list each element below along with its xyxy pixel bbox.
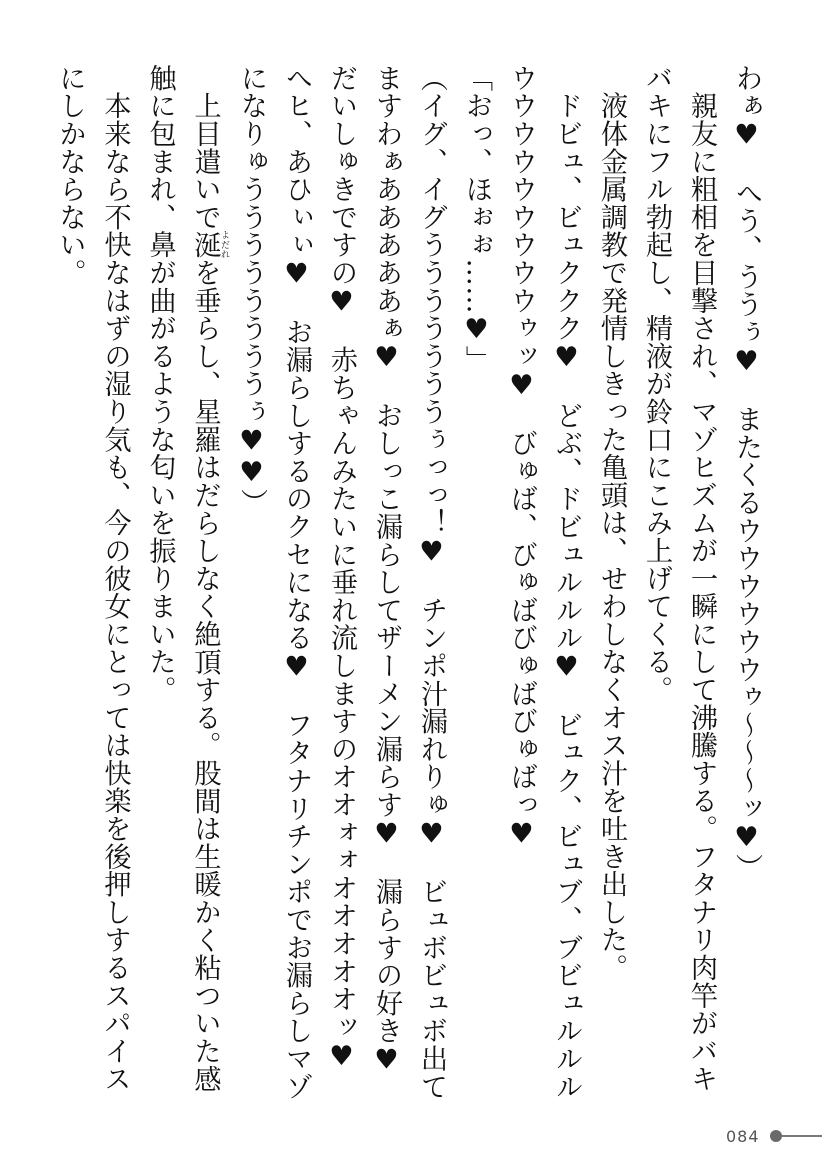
- page-footer: [726, 1124, 822, 1148]
- paragraph: （イグ、イグうううううううぅっっ！♥ チンポ汁漏れりゅ♥ ビュボビュボ出てますわぁあああああぁ♥ おしっこ漏らしてザーメン漏らす♥ 漏らすの好き♥ だいしゅきですの♥ 赤ちゃんみたいに垂れ流しますのオオォォオオオオオッ♥ へヒ、あひぃぃ♥ お漏らしするのクセになる♥ フタナリチンポでお漏らしマゾになりゅううううううううぅ♥♥）: [236, 64, 447, 1105]
- paragraph: ドビュ、ビュククク♥ どぶ、ドビュルルル♥ ビュク、ビュブ、ブビュルルルウウウウウウウウウゥッ♥ びゅば、びゅばびゅばびゅばっ♥: [506, 64, 582, 1101]
- ruby-word: 涎よだれ: [189, 230, 229, 260]
- paragraph: 上目遣いで涎よだれを垂らし、星羅はだらしなく絶頂する。股間は生暖かく粘ついた感触に包まれ、鼻が曲がるような匂いを振りまいた。: [144, 64, 229, 1093]
- page-marker-dot: [770, 1130, 782, 1142]
- paragraph: 親友に粗相を目撃され、マゾヒズムが一瞬にして沸騰する。フタナリ肉竿がバキバキにフル勃起し、精液が鈴口にこみ上げてくる。: [641, 64, 717, 1093]
- paragraph: わぁ♥ へう、ううぅ♥ またくるウウウウウウゥ～～～ッ♥）: [731, 64, 762, 882]
- page-number: 084: [726, 1126, 760, 1146]
- vertical-text-body: [54, 64, 769, 1105]
- paragraph: 「おっ、ほぉぉ……♥」: [461, 64, 492, 374]
- ruby-reading: よだれ: [219, 230, 229, 260]
- paragraph: 液体金属調教で発情しきった亀頭は、せわしなくオス汁を吐き出した。: [596, 64, 627, 982]
- paragraph: 本来なら不快なはずの湿り気も、今の彼女にとっては快楽を後押しするスパイスにしかならない。: [54, 64, 131, 1093]
- page-marker-rule: [782, 1135, 822, 1137]
